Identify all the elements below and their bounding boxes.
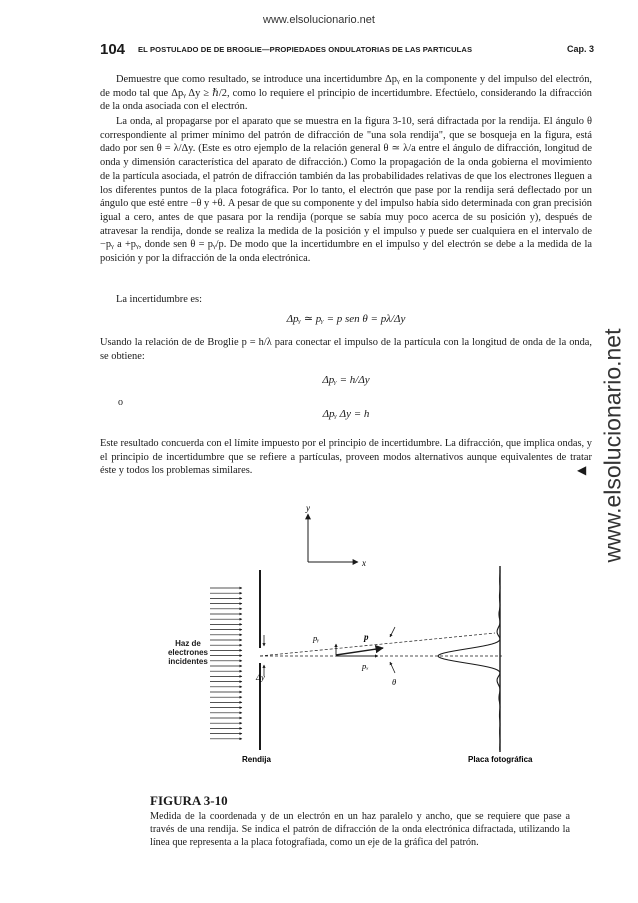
axis-x-label: x [362,558,366,568]
delta-y-label: Δy [256,672,265,682]
paragraph-problem: Demuestre que como resultado, se introduce una incertidumbre Δpᵧ en la componente y del impulso del electrón, de modo tal que Δpᵧ Δy ≥ ℏ/2, como lo requiere el principio de incertidumbre. Efectúelo, considerando la difracción de la onda asociada con el electrón. [100,74,592,113]
equation-1: Δpᵧ ≃ pᵧ = p sen θ = pλ/Δy [286,313,406,325]
plate-label: Placa fotográfica [468,755,533,764]
axis-y-label: y [306,503,310,513]
equation-2: Δpᵧ = h/Δy [322,374,370,386]
figure-label: FIGURA 3-10 [150,793,228,808]
paragraph-conclusion: Este resultado concuerda con el límite impuesto por el principio de incertidumbre. La difracción, que implica ondas, y el principio de incertidumbre que se refiere a partículas, proveen modos alternativos aunque equivalentes de tratar éste y todos los problemas similares. [100,438,592,477]
side-watermark: www.elsolucionario.net [599,328,626,562]
py-label: pᵧ [313,633,320,643]
page-number: 104 [100,41,126,58]
theta-label: θ [392,677,397,687]
equation-3: Δpᵧ Δy = h [322,408,370,420]
diagram-svg [150,500,590,770]
page-header [100,41,594,60]
paragraph-de-broglie: Usando la relación de de Broglie p = h/λ para conectar el impulso de la partícula con la longitud de onda de la onda, se obtiene: [100,337,592,362]
slit-label: Rendija [242,755,271,764]
p-vector [336,648,383,655]
beam-label: Haz de electrones incidentes [167,639,209,666]
running-title: EL POSTULADO DE DE BROGLIE—PROPIEDADES ONDULATORIAS DE LAS PARTICULAS [138,45,473,54]
site-url[interactable]: www.elsolucionario.net [263,14,375,26]
figure-caption: Medida de la coordenada y de un electrón en un haz paralelo y ancho, que se requiere que pase a través de una rendija. Se indica el patrón de difracción de la onda electrónica difractada, utilizando la línea que representa a la placa fotografiada, como un eje de la gráfica del patrón. [150,811,570,849]
diffraction-pattern-curve [438,570,500,750]
or-connector: o [118,397,123,408]
end-of-example-marker: ◀ [577,463,587,477]
p-label: p [364,632,369,642]
paragraph-uncertainty-intro: La incertidumbre es: [116,294,202,305]
diffraction-direction [260,633,495,656]
chapter-label: Cap. 3 [566,44,594,54]
paragraph-explanation: La onda, al propagarse por el aparato que se muestra en la figura 3-10, será difractada por la rendija. El ángulo θ correspondiente al primer mínimo del patrón de difracción de "una sola rendija", que se bosqueja en la figura, está dado por sen θ = λ/Δy. (Este es otro ejemplo de la relación general θ ≃ λ/a entre el ángulo de difracción, longitud de onda y dimensión característica del aparato de difracción.) Como la propagación de la onda gobierna el movimiento de la partícula asociada, el patrón de difracción también da las probabilidades relativas de que los electrones lleguen a los diferentes puntos de la placa fotográfica. Por lo tanto, el electrón que pase por la rendija será deflectado por un ángulo que esté entre −θ y +θ. A pesar de que su componente y del impulso había sido determinada con gran precisión igual a cero, antes de que pasara por la rendija (porque se sabía muy poco acerca de su posición y), después de atravesar la rendija, donde se realiza la medida de la posición y el impulso y puede ser cualquiera en el intervalo de −pᵧ a +pᵧ, donde sen θ = pᵧ/p. De modo que la incertidumbre en el impulso y del electrón se debe a la medida de la posición y por la difracción de la onda electrónica. [100,116,593,265]
figure-diagram [150,500,590,770]
px-label: pₓ [362,661,369,671]
